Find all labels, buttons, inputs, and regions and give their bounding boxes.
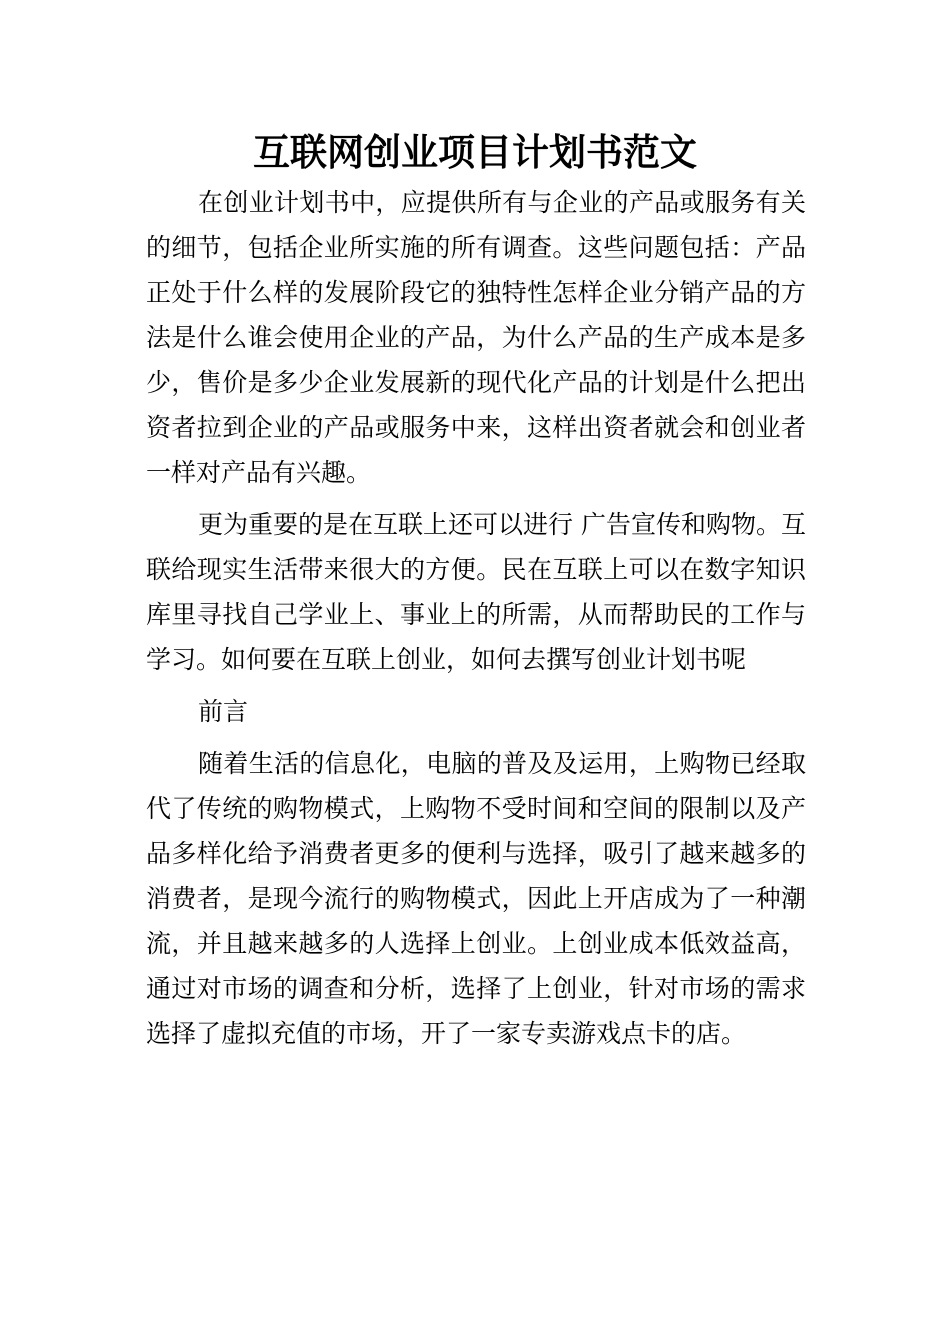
document-body xyxy=(146,180,806,1063)
paragraph-intro: 在创业计划书中，应提供所有与企业的产品或服务有关的细节，包括企业所实施的所有调查。这些问题包括：产品正处于什么样的发展阶段它的独特性怎样企业分销产品的方法是什么谁会使用企业的产品，为什么产品的生产成本是多少，售价是多少企业发展新的现代化产品的计划是什么把出资者拉到企业的产品或服务中来，这样出资者就会和创业者一样对产品有兴趣。 xyxy=(146,188,806,487)
document-title: 互联网创业项目计划书范文 xyxy=(253,130,697,174)
paragraph-internet: 更为重要的是在互联上还可以进行 广告宣传和购物。互联给现实生活带来很大的方便。民在互联上可以在数字知识库里寻找自己学业上、事业上的所需，从而帮助民的工作与学习。如何要在互联上创业，如何去撰写创业计划书呢 xyxy=(146,510,806,674)
paragraph-preface: 随着生活的信息化，电脑的普及及运用，上购物已经取代了传统的购物模式，上购物不受时间和空间的限制以及产品多样化给予消费者更多的便利与选择，吸引了越来越多的消费者，是现今流行的购物模式，因此上开店成为了一种潮流，并且越来越多的人选择上创业。上创业成本低效益高，通过对市场的调查和分析，选择了上创业，针对市场的需求选择了虚拟充值的市场，开了一家专卖游戏点卡的店。 xyxy=(146,749,806,1048)
section-heading-preface: 前言 xyxy=(198,697,249,726)
